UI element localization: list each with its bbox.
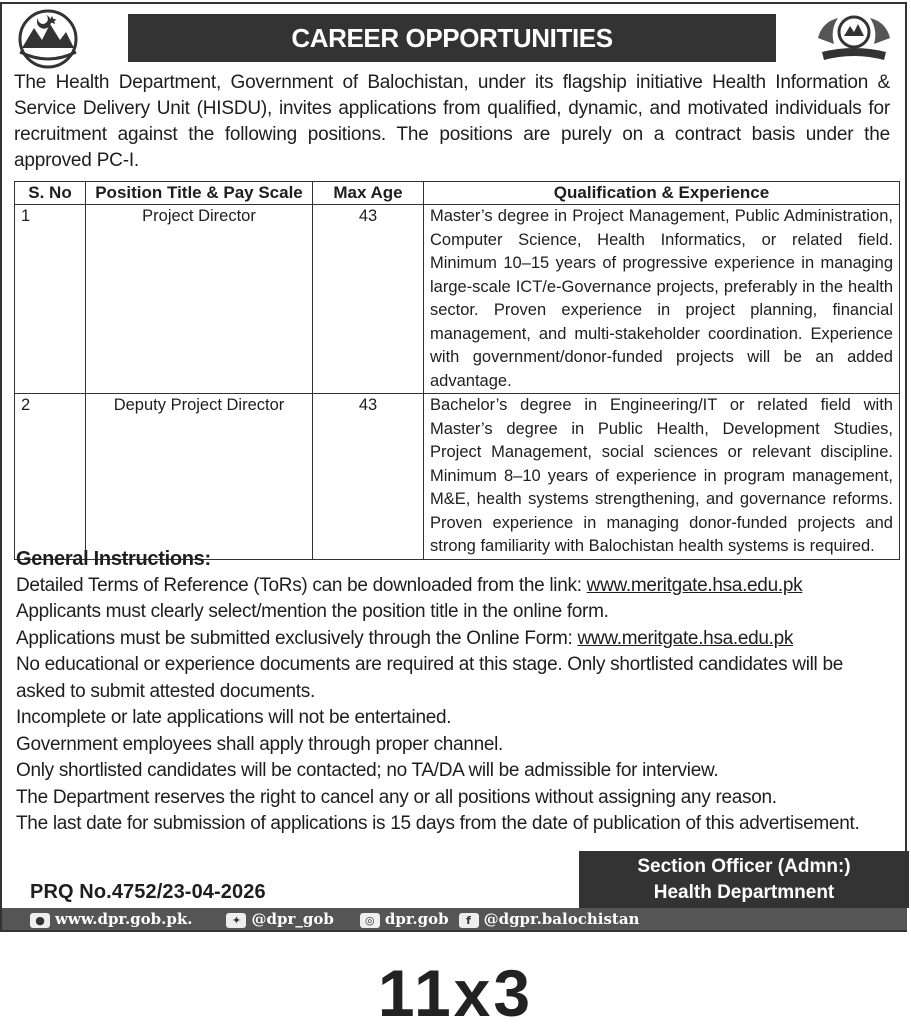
ad-size-code: 11x3: [377, 956, 534, 1030]
footer-facebook[interactable]: @dgpr.balochistan: [483, 910, 640, 928]
footer-facebook-group: [459, 910, 640, 928]
tor-download-link[interactable]: www.meritgate.hsa.edu.pk: [586, 574, 803, 596]
footer-website[interactable]: www.dpr.gob.pk.: [55, 910, 193, 928]
row-max-age: 43: [313, 394, 424, 560]
row-sno: 1: [15, 205, 86, 394]
globe-icon: ●: [30, 913, 50, 928]
instruction-item: No educational or experience documents are required at this stage. Only shortlisted candidates will be asked to submit attested documents.: [16, 654, 843, 702]
facebook-icon: f: [459, 913, 479, 928]
row-sno: 2: [15, 394, 86, 560]
footer-website-group: [30, 910, 192, 928]
instruction-text: Applications must be submitted exclusively through the Online Form:: [16, 627, 578, 649]
twitter-icon: ✦: [226, 913, 246, 928]
instruction-item: Only shortlisted candidates will be contacted; no TA/DA will be admissible for interview.: [16, 760, 719, 781]
instruction-item: Government employees shall apply through proper channel.: [16, 733, 503, 755]
column-header-qualification: Qualification & Experience: [424, 182, 900, 205]
instagram-icon: ◎: [360, 913, 380, 928]
signature-department: Health Departmnent: [653, 882, 835, 903]
table-header-row: [15, 182, 900, 205]
online-form-link[interactable]: www.meritgate.hsa.edu.pk: [577, 627, 794, 649]
row-position: Deputy Project Director: [86, 394, 313, 560]
row-position: Project Director: [86, 205, 313, 394]
footer-twitter-group: [226, 910, 333, 928]
row-qualification: Master’s degree in Project Management, Public Administration, Computer Science, Health Informatics, or related field. Minimum 10–15 years of progressive experience in managing large-scale ICT/e-Governance projects, preferably in the health sector. Proven experience in project planning, financial management, and multi-stakeholder coordination. Experience with government/donor-funded projects will be an added advantage.: [424, 205, 900, 394]
instruction-item: Incomplete or late applications will not be entertained.: [16, 707, 452, 728]
prq-number: PRQ No.4752/23-04-2026: [30, 881, 266, 903]
balochistan-govt-emblem: [8, 8, 88, 70]
instruction-item: The last date for submission of applications is 15 days from the date of publication of this advertisement.: [16, 813, 860, 834]
instruction-text: Detailed Terms of Reference (ToRs) can be downloaded from the link:: [16, 574, 587, 596]
table-row: [15, 394, 900, 560]
footer-instagram-group: [360, 910, 449, 928]
table-row: [15, 205, 900, 394]
health-department-emblem: [812, 8, 896, 70]
column-header-max-age: Max Age: [313, 182, 424, 205]
column-header-sno: S. No: [15, 182, 86, 205]
instruction-item: Applicants must clearly select/mention the position title in the online form.: [16, 601, 609, 622]
instruction-item: [16, 573, 896, 600]
footer-instagram[interactable]: dpr.gob: [384, 910, 449, 928]
footer-bar: [2, 908, 907, 930]
positions-table: [14, 181, 900, 560]
intro-paragraph: The Health Department, Government of Balochistan, under its flagship initiative Health Information & Service Delivery Unit (HISDU), invites applications from qualified, dynamic, and motivated individuals for recruitment against the following positions. The positions are purely on a contract basis under the approved PC-I.: [14, 72, 890, 171]
instruction-item: [16, 626, 896, 653]
footer-twitter[interactable]: @dpr_gob: [251, 910, 334, 928]
row-qualification: Bachelor’s degree in Engineering/IT or related field with Master’s degree in Public Health, Development Studies, Project Management, social sciences or relevant discipline. Minimum 8–10 years of experience in program management, M&E, health systems strengthening, and governance reforms. Proven experience in managing donor-funded projects and strong familiarity with Balochistan health systems is required.: [424, 394, 900, 560]
column-header-position: Position Title & Pay Scale: [86, 182, 313, 205]
page-title: CAREER OPPORTUNITIES: [128, 14, 776, 62]
instruction-item: The Department reserves the right to cancel any or all positions without assigning any reason.: [16, 786, 777, 808]
signature-designation: Section Officer (Admn:): [637, 856, 851, 877]
signature-block: [579, 851, 909, 908]
general-instructions: [16, 546, 896, 838]
row-max-age: 43: [313, 205, 424, 394]
general-instructions-title: General Instructions:: [16, 548, 211, 570]
